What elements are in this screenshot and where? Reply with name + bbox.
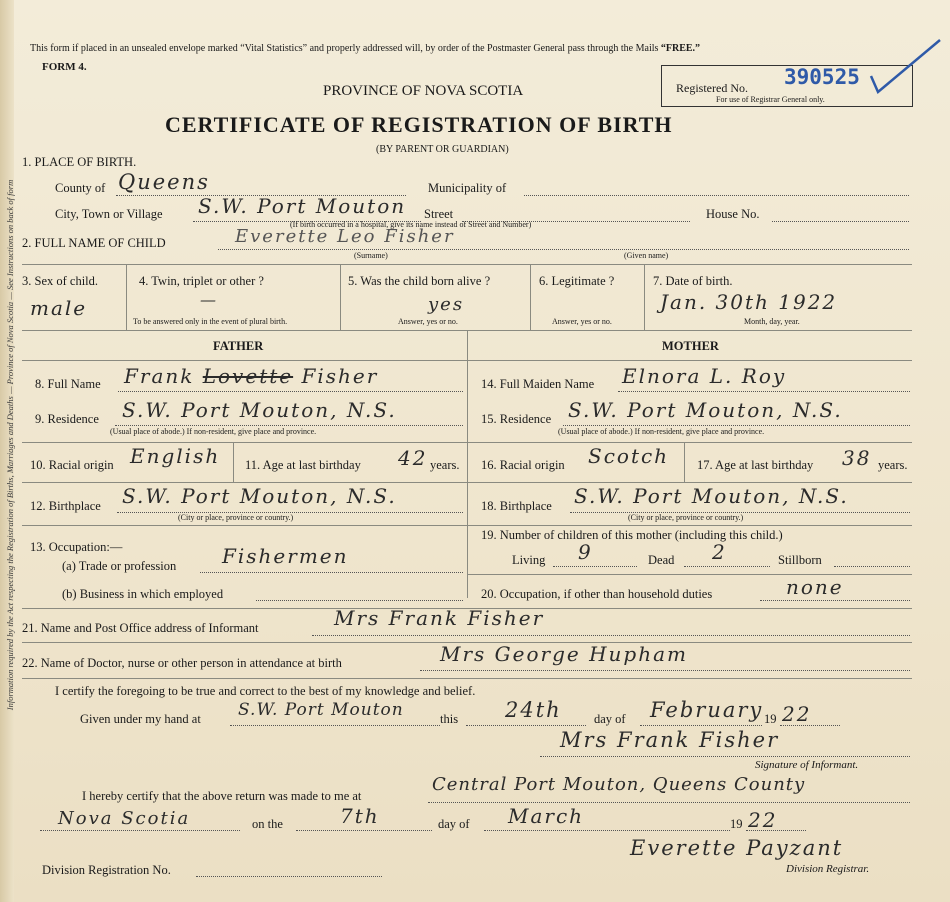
father-racial-label: 10. Racial origin xyxy=(30,458,114,472)
municipality-label: Municipality of xyxy=(428,181,507,195)
place-of-birth-label: 1. PLACE OF BIRTH. xyxy=(22,155,137,169)
registrar-month-line xyxy=(484,830,730,831)
surname-note: (Surname) xyxy=(354,251,388,260)
certify-text: I certify the foregoing to be true and correct to the best of my knowledge and belief. xyxy=(55,684,476,698)
father-name-line xyxy=(118,391,463,392)
province-heading: PROVINCE OF NOVA SCOTIA xyxy=(323,83,524,99)
day-of-label: day of xyxy=(594,712,626,726)
row-divider xyxy=(22,525,467,526)
informant-value: Mrs Frank Fisher xyxy=(334,606,545,630)
mother-birthplace-value: S.W. Port Mouton, N.S. xyxy=(574,484,849,508)
child-name-label: 2. FULL NAME OF CHILD xyxy=(22,236,166,250)
child-name-line xyxy=(218,249,909,250)
given-day: 24th xyxy=(505,698,562,722)
informant-line xyxy=(312,635,910,636)
father-racial-value: English xyxy=(130,444,221,468)
registrar-place: Central Port Mouton, Queens County xyxy=(432,774,806,795)
given-name-note: (Given name) xyxy=(624,251,669,260)
mother-name-value: Elnora L. Roy xyxy=(622,364,787,388)
given-year-prefix: 19 xyxy=(764,712,777,726)
given-month: February xyxy=(650,698,764,722)
registrar-place-line xyxy=(428,802,910,803)
mother-occupation-line xyxy=(760,600,910,601)
house-line xyxy=(772,221,909,222)
trade-line xyxy=(200,572,463,573)
mail-notice: This form if placed in an unsealed envelope marked “Vital Statistics” and properly addressed will, by order of the Postmaster General pass through the Mails “FREE.” xyxy=(30,43,701,54)
father-heading: FATHER xyxy=(213,339,264,353)
registrar-text: I hereby certify that the above return was made to me at xyxy=(82,789,362,803)
father-years: years. xyxy=(430,458,460,472)
registrar-caption: Division Registrar. xyxy=(786,863,870,875)
dob-value: Jan. 30th 1922 xyxy=(660,290,838,314)
mother-name-label: 14. Full Maiden Name xyxy=(481,377,595,391)
registrar-signature: Everette Payzant xyxy=(630,836,844,860)
mother-age-label: 17. Age at last birthday xyxy=(697,458,814,472)
form-number: FORM 4. xyxy=(42,61,87,73)
row-divider xyxy=(467,442,912,443)
mother-residence-label: 15. Residence xyxy=(481,412,552,426)
stillborn-line xyxy=(834,566,910,567)
row-divider xyxy=(467,525,912,526)
given-year: 22 xyxy=(782,702,812,726)
registrar-year-line xyxy=(746,830,806,831)
registrar-day-line xyxy=(296,830,432,831)
on-the-label: on the xyxy=(252,817,283,831)
father-name-label: 8. Full Name xyxy=(35,377,101,391)
given-day-line xyxy=(466,725,586,726)
registrar-year: 22 xyxy=(748,808,778,832)
given-year-line xyxy=(780,725,840,726)
doctor-value: Mrs George Hupham xyxy=(440,642,688,666)
legitimate-note: Answer, yes or no. xyxy=(552,317,612,326)
mother-residence-value: S.W. Port Mouton, N.S. xyxy=(568,398,843,422)
given-label: Given under my hand at xyxy=(80,712,201,726)
father-residence-note: (Usual place of abode.) If non-resident, give place and province. xyxy=(110,427,317,436)
hospital-note: (If birth occurred in a hospital, give its name instead of Street and Number) xyxy=(290,220,532,229)
mother-occupation-value: none xyxy=(786,575,844,599)
business-label: (b) Business in which employed xyxy=(62,587,224,601)
cell-divider xyxy=(530,264,531,330)
twin-label: 4. Twin, triplet or other ? xyxy=(139,274,264,288)
row-divider xyxy=(22,678,912,679)
municipality-line xyxy=(524,195,909,196)
this-label: this xyxy=(440,712,459,726)
registrar-place-cont-line xyxy=(40,830,240,831)
registrar-day: 7th xyxy=(340,804,380,828)
father-birthplace-value: S.W. Port Mouton, N.S. xyxy=(122,484,397,508)
twin-note: To be answered only in the event of plural birth. xyxy=(133,317,288,326)
signature-line xyxy=(540,756,910,757)
given-place-line xyxy=(230,725,440,726)
children-label: 19. Number of children of this mother (including this child.) xyxy=(481,528,783,542)
father-age-label: 11. Age at last birthday xyxy=(245,458,361,472)
division-registration-label: Division Registration No. xyxy=(42,863,171,877)
mother-years: years. xyxy=(878,458,908,472)
father-residence-value: S.W. Port Mouton, N.S. xyxy=(122,398,397,422)
mother-residence-note: (Usual place of abode.) If non-resident, give place and province. xyxy=(558,427,765,436)
mother-racial-label: 16. Racial origin xyxy=(481,458,565,472)
stillborn-label: Stillborn xyxy=(778,553,822,567)
twin-value: — xyxy=(200,290,218,309)
mother-birthplace-note: (City or place, province or country.) xyxy=(628,513,744,522)
mother-age-value: 38 xyxy=(842,446,872,470)
row-divider xyxy=(22,264,912,265)
registrar-note: For use of Registrar General only. xyxy=(716,95,825,104)
legitimate-label: 6. Legitimate ? xyxy=(539,274,615,288)
mother-occupation-label: 20. Occupation, if other than household duties xyxy=(481,587,713,601)
mother-birthplace-label: 18. Birthplace xyxy=(481,499,552,513)
house-label: House No. xyxy=(706,207,760,221)
registered-number: 390525 xyxy=(784,65,860,89)
informant-label: 21. Name and Post Office address of Informant xyxy=(22,621,259,635)
living-line xyxy=(553,566,637,567)
father-age-value: 42 xyxy=(398,446,428,470)
cell-divider xyxy=(126,264,127,330)
city-value: S.W. Port Mouton xyxy=(198,194,407,218)
registrar-year-prefix: 19 xyxy=(730,817,743,831)
living-label: Living xyxy=(512,553,546,567)
dob-note: Month, day, year. xyxy=(744,317,800,326)
parents-divider xyxy=(467,330,468,598)
row-divider xyxy=(467,574,912,575)
registrar-place-cont: Nova Scotia xyxy=(58,808,191,829)
cell-divider xyxy=(684,442,685,482)
row-divider xyxy=(22,482,467,483)
cell-divider xyxy=(340,264,341,330)
doctor-label: 22. Name of Doctor, nurse or other person in attendance at birth xyxy=(22,656,342,670)
registered-label: Registered No. xyxy=(676,81,748,95)
father-birthplace-label: 12. Birthplace xyxy=(30,499,101,513)
father-residence-line xyxy=(115,425,463,426)
doctor-line xyxy=(420,670,910,671)
cell-divider xyxy=(233,442,234,482)
mother-racial-value: Scotch xyxy=(588,444,670,468)
given-month-line xyxy=(640,725,762,726)
father-name-value: Frank Lovette Fisher xyxy=(124,364,379,388)
checkmark-icon xyxy=(868,36,944,102)
sex-value: male xyxy=(30,296,88,320)
child-name-value: Everette Leo Fisher xyxy=(235,226,455,247)
county-label: County of xyxy=(55,181,106,195)
mother-heading: MOTHER xyxy=(662,339,719,353)
page-title: CERTIFICATE OF REGISTRATION OF BIRTH xyxy=(165,112,673,137)
page-subtitle: (BY PARENT OR GUARDIAN) xyxy=(376,144,509,155)
informant-signature: Mrs Frank Fisher xyxy=(560,728,780,752)
county-value: Queens xyxy=(118,170,210,194)
given-place: S.W. Port Mouton xyxy=(238,700,404,720)
division-registration-line xyxy=(196,876,382,877)
side-margin-text: Information required by the Act respecting the Registration of Births, Marriages and Deaths — Province of Nova Scotia — See Instructions on back of form xyxy=(5,179,15,711)
business-line xyxy=(256,600,463,601)
father-residence-label: 9. Residence xyxy=(35,412,99,426)
city-label: City, Town or Village xyxy=(55,207,163,221)
father-birthplace-note: (City or place, province or country.) xyxy=(178,513,294,522)
street-label: Street xyxy=(424,207,454,221)
dead-value: 2 xyxy=(712,540,727,564)
alive-note: Answer, yes or no. xyxy=(398,317,458,326)
dead-line xyxy=(684,566,770,567)
mother-name-line xyxy=(618,391,910,392)
registrar-month: March xyxy=(508,804,585,828)
cell-divider xyxy=(644,264,645,330)
occupation-label: 13. Occupation:— xyxy=(30,540,123,554)
alive-label: 5. Was the child born alive ? xyxy=(348,274,491,288)
registrar-day-of: day of xyxy=(438,817,470,831)
alive-value: yes xyxy=(428,294,465,315)
signature-caption: Signature of Informant. xyxy=(755,759,859,771)
row-divider xyxy=(22,442,467,443)
dead-label: Dead xyxy=(648,553,675,567)
dob-label: 7. Date of birth. xyxy=(653,274,733,288)
sex-label: 3. Sex of child. xyxy=(22,274,99,288)
mother-residence-line xyxy=(563,425,910,426)
trade-label: (a) Trade or profession xyxy=(62,559,177,573)
trade-value: Fishermen xyxy=(222,544,349,568)
row-divider xyxy=(467,482,912,483)
living-value: 9 xyxy=(578,540,593,564)
